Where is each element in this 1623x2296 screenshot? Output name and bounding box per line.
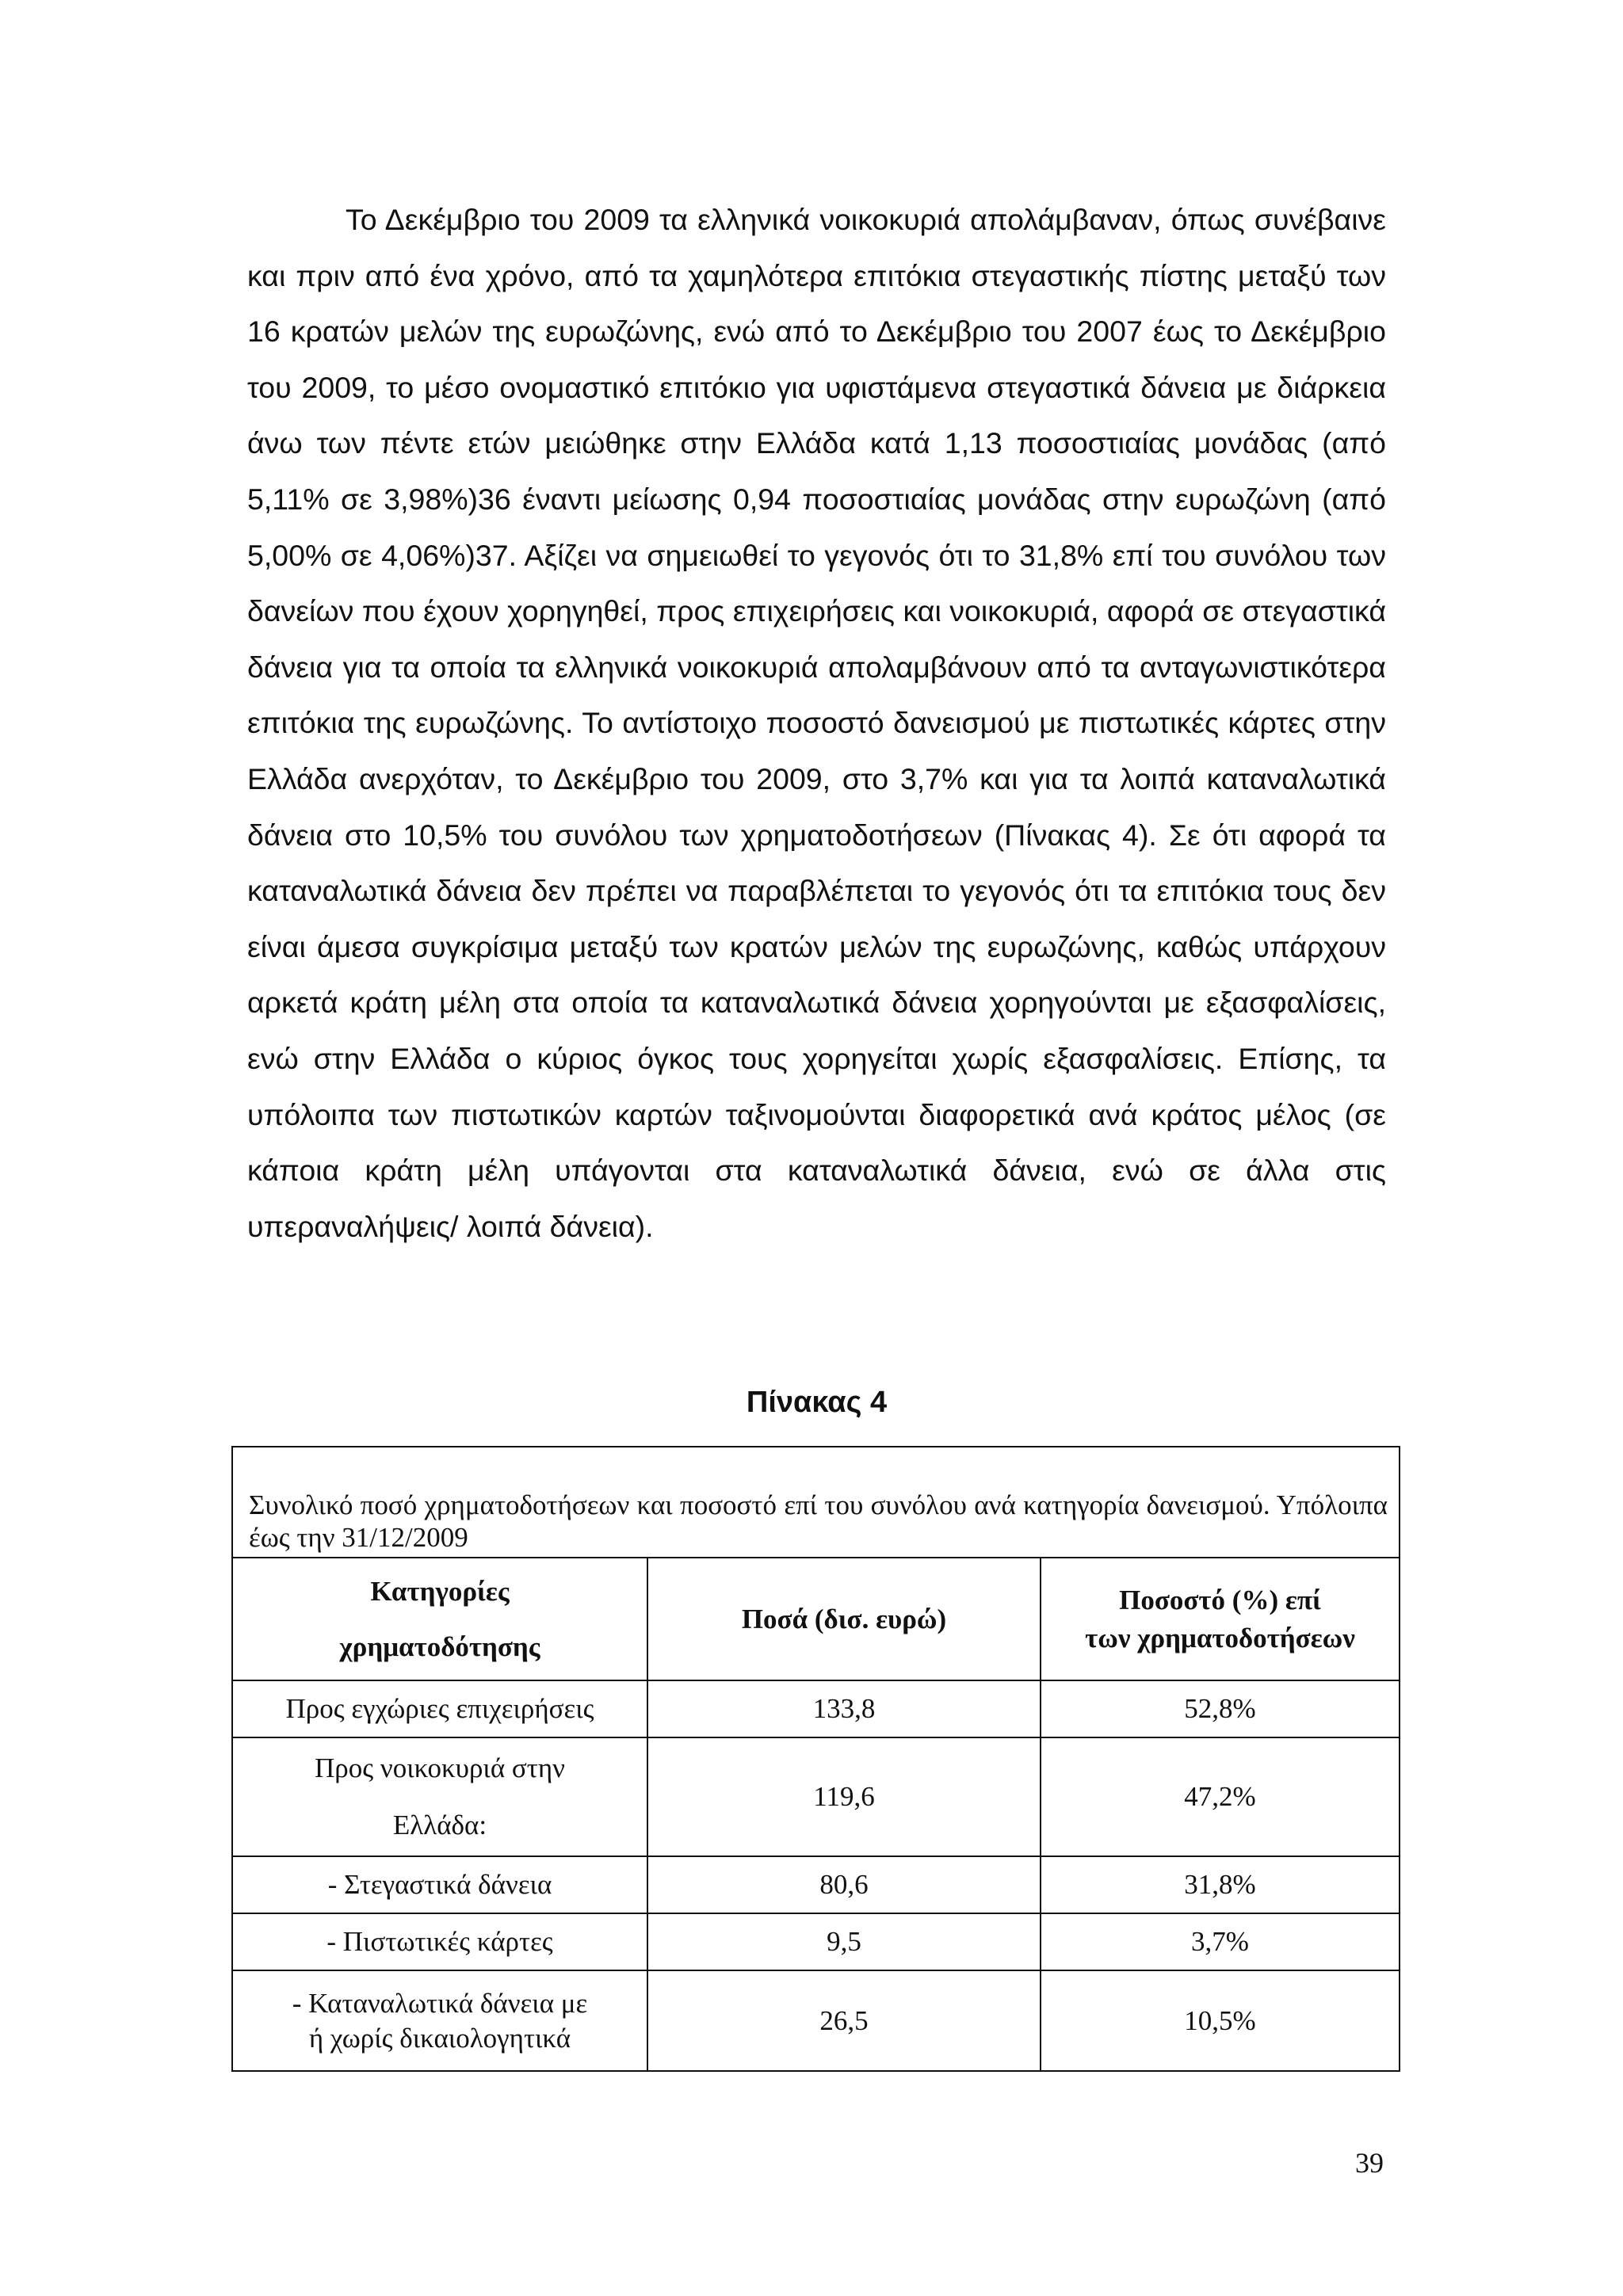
row-percent: 52,8% bbox=[1041, 1680, 1399, 1737]
table-row bbox=[233, 1856, 1399, 1913]
row-percent: 3,7% bbox=[1041, 1913, 1399, 1970]
table-frame bbox=[231, 1446, 1400, 2072]
table-row bbox=[233, 1680, 1399, 1737]
table-row bbox=[233, 1737, 1399, 1856]
row-amount: 9,5 bbox=[647, 1913, 1041, 1970]
row-category: - Πιστωτικές κάρτες bbox=[233, 1913, 647, 1970]
row-category bbox=[233, 1970, 647, 2071]
row-amount: 80,6 bbox=[647, 1856, 1041, 1913]
row-category-line1: Προς νοικοκυριά στην bbox=[315, 1753, 565, 1783]
row-category: Προς εγχώριες επιχειρήσεις bbox=[233, 1680, 647, 1737]
header-category bbox=[233, 1558, 647, 1680]
row-category-line2: Ελλάδα: bbox=[392, 1810, 487, 1840]
table-header-row bbox=[233, 1558, 1399, 1680]
row-category: - Στεγαστικά δάνεια bbox=[233, 1856, 647, 1913]
row-category-line2: ή χωρίς δικαιολογητικά bbox=[308, 2022, 571, 2054]
row-amount: 119,6 bbox=[647, 1737, 1041, 1856]
header-amount: Ποσά (δισ. ευρώ) bbox=[647, 1558, 1041, 1680]
table-caption: Συνολικό ποσό χρηματοδοτήσεων και ποσοστό επί του συνόλου ανά κατηγορία δανεισμού. Υπόλοιπα έως την 31/12/2009 bbox=[249, 1489, 1388, 1553]
page-number: 39 bbox=[1355, 2147, 1384, 2179]
loans-table bbox=[233, 1557, 1399, 2072]
table-row bbox=[233, 1970, 1399, 2071]
row-category-line1: - Καταναλωτικά δάνεια με bbox=[292, 1987, 588, 2019]
row-amount: 26,5 bbox=[647, 1970, 1041, 2071]
header-percent-line2: των χρηματοδοτήσεων bbox=[1085, 1622, 1355, 1653]
row-category bbox=[233, 1737, 647, 1856]
header-category-line1: Κατηγορίες bbox=[370, 1575, 510, 1607]
table-title: Πίνακας 4 bbox=[746, 1386, 888, 1419]
row-percent: 10,5% bbox=[1041, 1970, 1399, 2071]
header-percent-line1: Ποσοστό (%) επί bbox=[1119, 1584, 1321, 1615]
row-amount: 133,8 bbox=[647, 1680, 1041, 1737]
row-percent: 31,8% bbox=[1041, 1856, 1399, 1913]
table-row bbox=[233, 1913, 1399, 1970]
body-paragraph: Το Δεκέμβριο του 2009 τα ελληνικά νοικοκυριά απολάμβαναν, όπως συνέβαινε και πριν από ένα χρόνο, από τα χαμηλότερα επιτόκια στεγαστικής πίστης μεταξύ των 16 κρατών μελών της ευρωζώνης, ενώ από το Δεκέμβριο του 2007 έως το Δεκέμβριο του 2009, το μέσο ονομαστικό επιτόκιο για υφιστάμενα στεγαστικά δάνεια με διάρκεια άνω των πέντε ετών μειώθηκε στην Ελλάδα κατά 1,13 ποσοστιαίας μονάδας (από 5,11% σε 3,98%)36 έναντι μείωσης 0,94 ποσοστιαίας μονάδας στην ευρωζώνη (από 5,00% σε 4,06%)37. Αξίζει να σημειωθεί το γεγονός ότι το 31,8% επί του συνόλου των δανείων που έχουν χορηγηθεί, προς επιχειρήσεις και νοικοκυριά, αφορά σε στεγαστικά δάνεια για τα οποία τα ελληνικά νοικοκυριά απολαμβάνουν από τα ανταγωνιστικότερα επιτόκια της ευρωζώνης. Το αντίστοιχο ποσοστό δανεισμού με πιστωτικές κάρτες στην Ελλάδα ανερχόταν, το Δεκέμβριο του 2009, στο 3,7% και για τα λοιπά καταναλωτικά δάνεια στο 10,5% του συνόλου των χρηματοδοτήσεων (Πίνακας 4). Σε ότι αφορά τα καταναλωτικά δάνεια δεν πρέπει να παραβλέπεται το γεγονός ότι τα επιτόκια τους δεν είναι άμεσα συγκρίσιμα μεταξύ των κρατών μελών της ευρωζώνης, καθώς υπάρχουν αρκετά κράτη μέλη στα οποία τα καταναλωτικά δάνεια χορηγούνται με εξασφαλίσεις, ενώ στην Ελλάδα ο κύριος όγκος τους χορηγείται χωρίς εξασφαλίσεις. Επίσης, τα υπόλοιπα των πιστωτικών καρτών ταξινομούνται διαφορετικά ανά κράτος μέλος (σε κάποια κράτη μέλη υπάγονται στα καταναλωτικά δάνεια, ενώ σε άλλα στις υπεραναλήψεις/ λοιπά δάνεια). bbox=[247, 203, 1386, 1243]
header-category-line2: χρηματοδότησης bbox=[339, 1630, 540, 1662]
header-percent bbox=[1041, 1558, 1399, 1680]
row-percent: 47,2% bbox=[1041, 1737, 1399, 1856]
